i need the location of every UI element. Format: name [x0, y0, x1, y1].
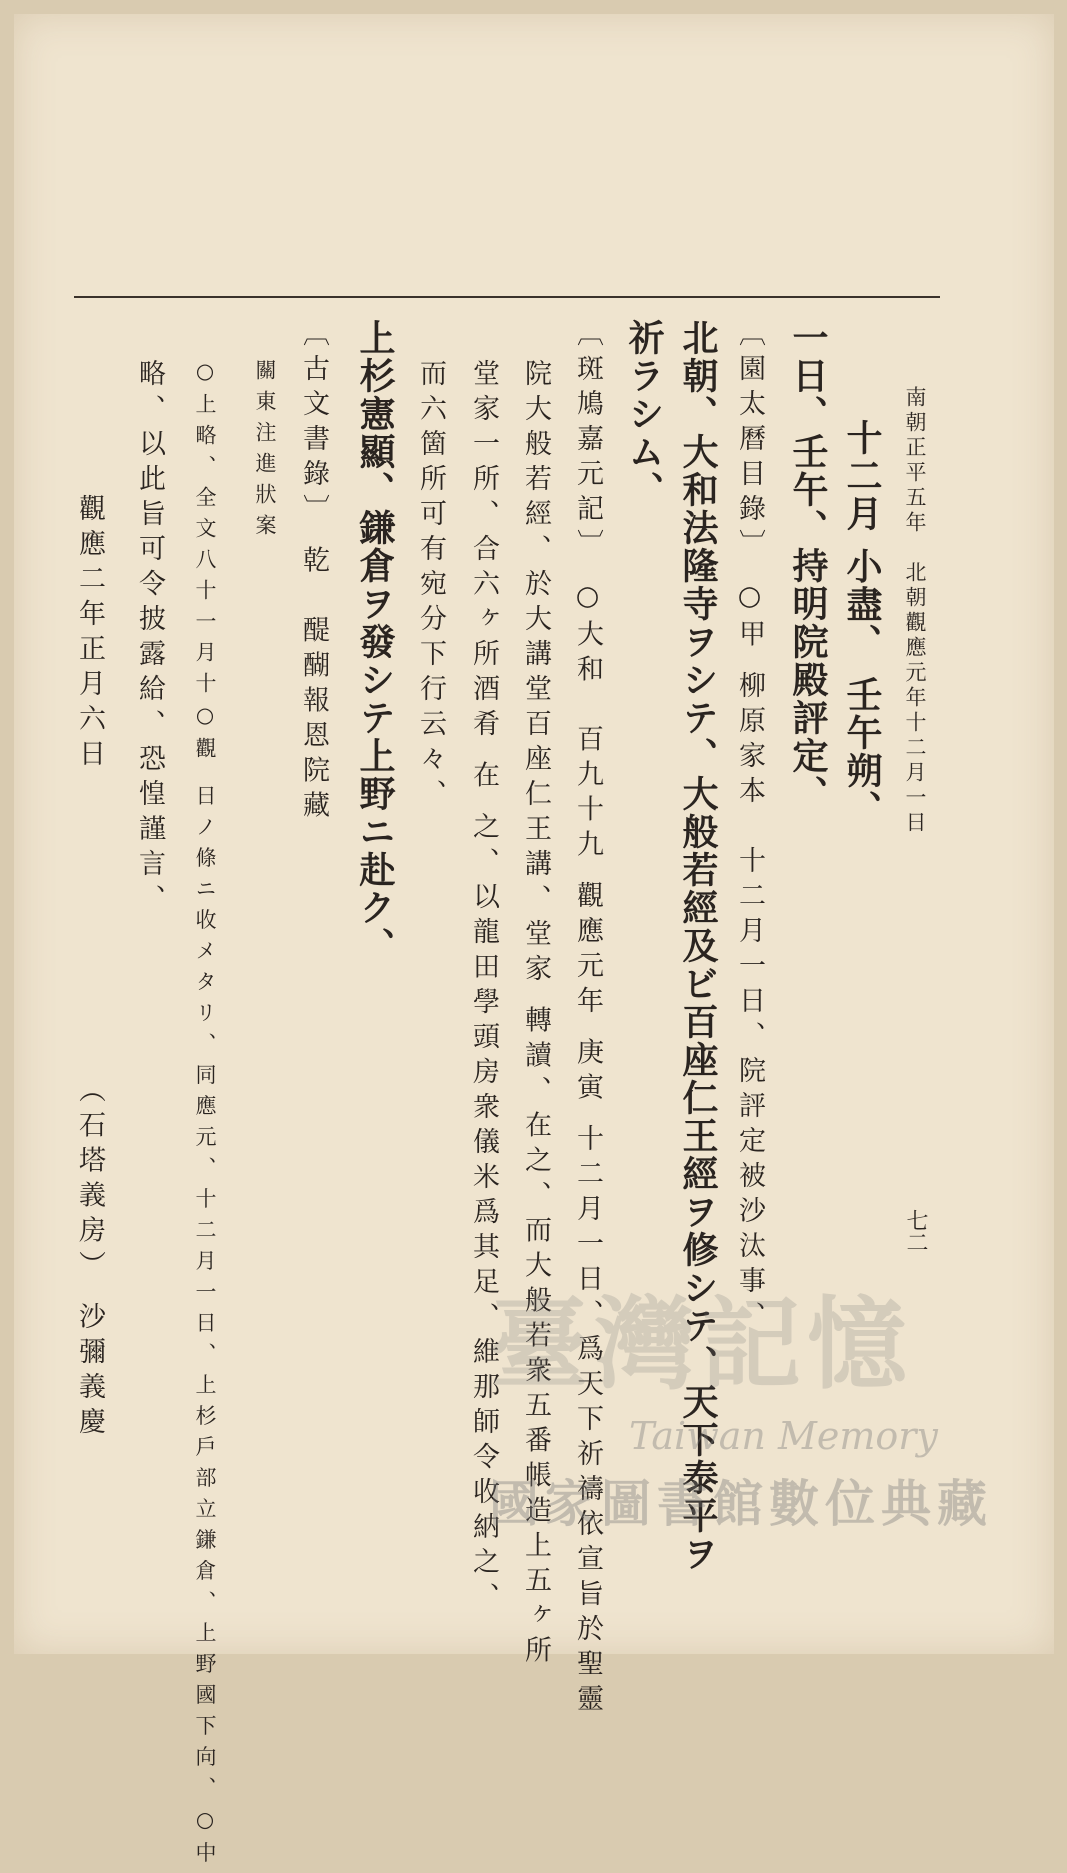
running-header: 南朝正平五年 北朝觀應元年十二月一日: [903, 386, 927, 836]
month-heading: 十二月 小盡、 壬午朔、: [841, 419, 883, 829]
book-page: [14, 14, 1054, 1873]
page-number: 七二: [903, 1209, 928, 1253]
entry-3-heading: 上杉憲顯、鎌倉ヲ發シテ上野ニ赴ク、: [354, 319, 396, 965]
citation-entaireki: 〔園太曆目錄〕 ○甲 柳原家本 十二月一日、院評定被沙汰事、: [734, 319, 765, 1337]
citation-ikaruga-kagenki: 〔斑鳩嘉元記〕 ○大和 百九十九 觀應元年 庚寅 十二月一日、爲天下祈禱依宣旨於聖靈: [572, 319, 603, 1720]
watermark-chinese: 國家圖書館數位典藏: [489, 1475, 993, 1533]
quote-line-4: 而六箇所可有宛分下行云々、: [415, 359, 446, 814]
entry-2-heading-cont: 祈ラシム、: [623, 319, 665, 509]
document-title: 關東注進狀案: [253, 359, 277, 545]
quote-line-3: 堂家一所、合六ヶ所酒肴 在 之、以龍田學頭房衆儀米爲其足、維那師令收納之、: [468, 359, 499, 1618]
entry-2-heading: 北朝、大和法隆寺ヲシテ、大般若經及ビ百座仁王經ヲ修シテ、天下泰平ヲ: [677, 319, 719, 1573]
document-body-1: ○上略、全文八十一月十○觀 日ノ條ニ收メタリ、同應元、十二月一日、上杉戶部立鎌倉、上野國下向、○中: [193, 359, 217, 1873]
entry-1-heading: 一日、壬午、持明院殿評定、: [787, 319, 829, 813]
watermark-logo: 臺灣記憶: [489, 1285, 913, 1403]
citation-komonjoroku: 〔古文書錄〕 乾 醍醐報恩院藏: [298, 319, 329, 826]
header-rule: [74, 296, 940, 298]
document-date-signature: 觀應二年正月六日 （石塔義房） 沙彌義慶: [74, 494, 105, 1443]
quote-line-2: 院大般若經、於大講堂百座仁王講、堂家 轉讀、在之、而大般若衆五番帳造上五ヶ所: [520, 359, 551, 1671]
document-body-2: 略、以此旨可令披露給、恐惶謹言、: [134, 359, 165, 919]
watermark-english: Taiwan Memory: [629, 1414, 938, 1458]
